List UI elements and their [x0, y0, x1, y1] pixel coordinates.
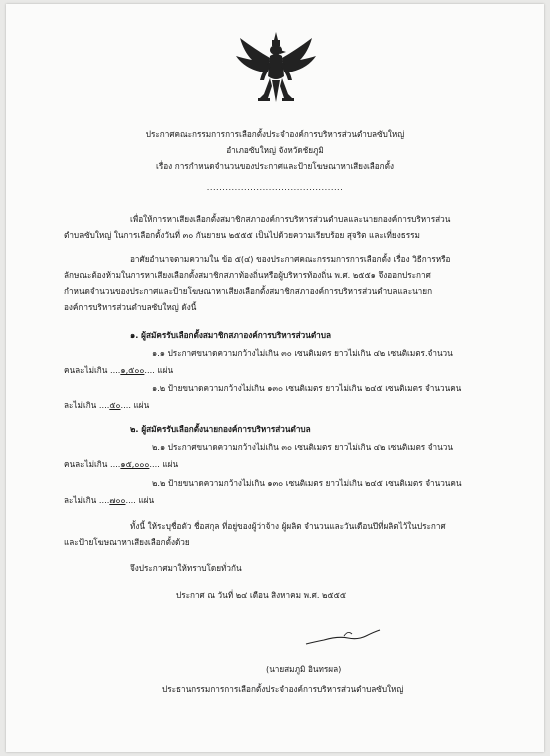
item-2-1-value: ๑๕,๐๐๐: [120, 459, 150, 469]
paragraph-2-line-4: องค์การบริหารส่วนตำบลซับใหญ่ ดังนี้: [64, 302, 197, 312]
item-2-1-line-1: ๒.๑ ประกาศขนาดความกว้างไม่เกิน ๓๐ เซนติเมตร ยาวไม่เกิน ๔๒ เซนติเมตร จำนวน: [152, 442, 453, 452]
document-page: [6, 4, 544, 752]
item-2-2-line-1: ๒.๒ ป้ายขนาดความกว้างไม่เกิน ๑๓๐ เซนติเมตร ยาวไม่เกิน ๒๔๕ เซนติเมตร จำนวนคน: [152, 478, 462, 488]
item-1-2-line-2: ละไม่เกิน ....๕๐.... แผ่น: [64, 400, 150, 410]
item-1-1-line-2: คนละไม่เกิน ....๑,๕๐๐.... แผ่น: [64, 365, 174, 375]
item-1-1-value: ๑,๕๐๐: [120, 365, 145, 375]
signer-position: ประธานกรรมการการเลือกตั้งประจำองค์การบริหารส่วนตำบลซับใหญ่: [162, 684, 404, 694]
paragraph-2-line-2: ลักษณะต้องห้ามในการหาเสียงเลือกตั้งสมาชิกสภาท้องถิ่นหรือผู้บริหารท้องถิ่น พ.ศ. ๒๕๕๑ จึงออกประกาศ: [64, 270, 431, 280]
signature-icon: [304, 626, 384, 650]
item-1-1-unit: แผ่น: [157, 365, 174, 375]
header-divider: ............................................: [206, 182, 344, 192]
item-2-2-unit: แผ่น: [138, 495, 155, 505]
announce-text: จึงประกาศมาให้ทราบโดยทั่วกัน: [130, 563, 242, 573]
item-2-1-prefix: คนละไม่เกิน: [64, 459, 108, 469]
signer-name: (นายสมภูมิ อินทรผล): [266, 664, 342, 674]
announce-date: ประกาศ ณ วันที่ ๒๔ เดือน สิงหาคม พ.ศ. ๒๕๕๕: [176, 590, 347, 600]
item-2-2-line-2: ละไม่เกิน ....๗๐๐.... แผ่น: [64, 495, 155, 505]
item-1-1-prefix: คนละไม่เกิน: [64, 365, 108, 375]
paragraph-2-line-3: กำหนดจำนวนของประกาศและป้ายโฆษณาหาเสียงเลือกตั้งสมาชิกสภาองค์การบริหารส่วนตำบลและนายก: [64, 286, 433, 296]
paragraph-1-line-2: ตำบลซับใหญ่ ในการเลือกตั้งวันที่ ๓๐ กันยายน ๒๕๕๕ เป็นไปด้วยความเรียบร้อย สุจริต และเที่ยงธรรม: [64, 230, 420, 240]
item-2-2-prefix: ละไม่เกิน: [64, 495, 97, 505]
section-2-title: ๒. ผู้สมัครรับเลือกตั้งนายกองค์การบริหารส่วนตำบล: [130, 424, 311, 434]
header-title-line2: อำเภอซับใหญ่ จังหวัดชัยภูมิ: [226, 145, 324, 155]
item-1-2-value: ๕๐: [109, 400, 121, 410]
header-subject: เรื่อง การกำหนดจำนวนของประกาศและป้ายโฆษณาหาเสียงเลือกตั้ง: [156, 161, 394, 171]
paragraph-3-line-1: ทั้งนี้ ให้ระบุชื่อตัว ชื่อสกุล ที่อยู่ของผู้ว่าจ้าง ผู้ผลิต จำนวนและวันเดือนปีที่ผลิตไว้ในประกาศ: [130, 521, 446, 531]
paragraph-2-line-1: อาศัยอำนาจตามความใน ข้อ ๕(๔) ของประกาศคณะกรรมการการเลือกตั้ง เรื่อง วิธีการหรือ: [130, 254, 451, 264]
item-1-2-line-1: ๑.๒ ป้ายขนาดความกว้างไม่เกิน ๑๓๐ เซนติเมตร ยาวไม่เกิน ๒๔๕ เซนติเมตร จำนวนคน: [152, 383, 462, 393]
item-1-1-line-1: ๑.๑ ประกาศขนาดความกว้างไม่เกิน ๓๐ เซนติเมตร ยาวไม่เกิน ๔๒ เซนติเมตร.จำนวน: [152, 348, 453, 358]
item-1-2-unit: แผ่น: [133, 400, 150, 410]
section-1-title: ๑. ผู้สมัครรับเลือกตั้งสมาชิกสภาองค์การบริหารส่วนตำบล: [130, 330, 331, 340]
header-title-line1: ประกาศคณะกรรมการการเลือกตั้งประจำองค์การบริหารส่วนตำบลซับใหญ่: [145, 129, 405, 139]
item-2-1-unit: แผ่น: [162, 459, 179, 469]
item-1-2-prefix: ละไม่เกิน: [64, 400, 97, 410]
paragraph-3-line-2: และป้ายโฆษณาหาเสียงเลือกตั้งด้วย: [64, 537, 190, 547]
item-2-1-line-2: คนละไม่เกิน ....๑๕,๐๐๐.... แผ่น: [64, 459, 179, 469]
item-2-2-value: ๗๐๐: [109, 495, 126, 505]
paragraph-1-line-1: เพื่อให้การหาเสียงเลือกตั้งสมาชิกสภาองค์การบริหารส่วนตำบลและนายกองค์การบริหารส่วน: [130, 214, 451, 224]
garuda-emblem-icon: [234, 30, 318, 108]
